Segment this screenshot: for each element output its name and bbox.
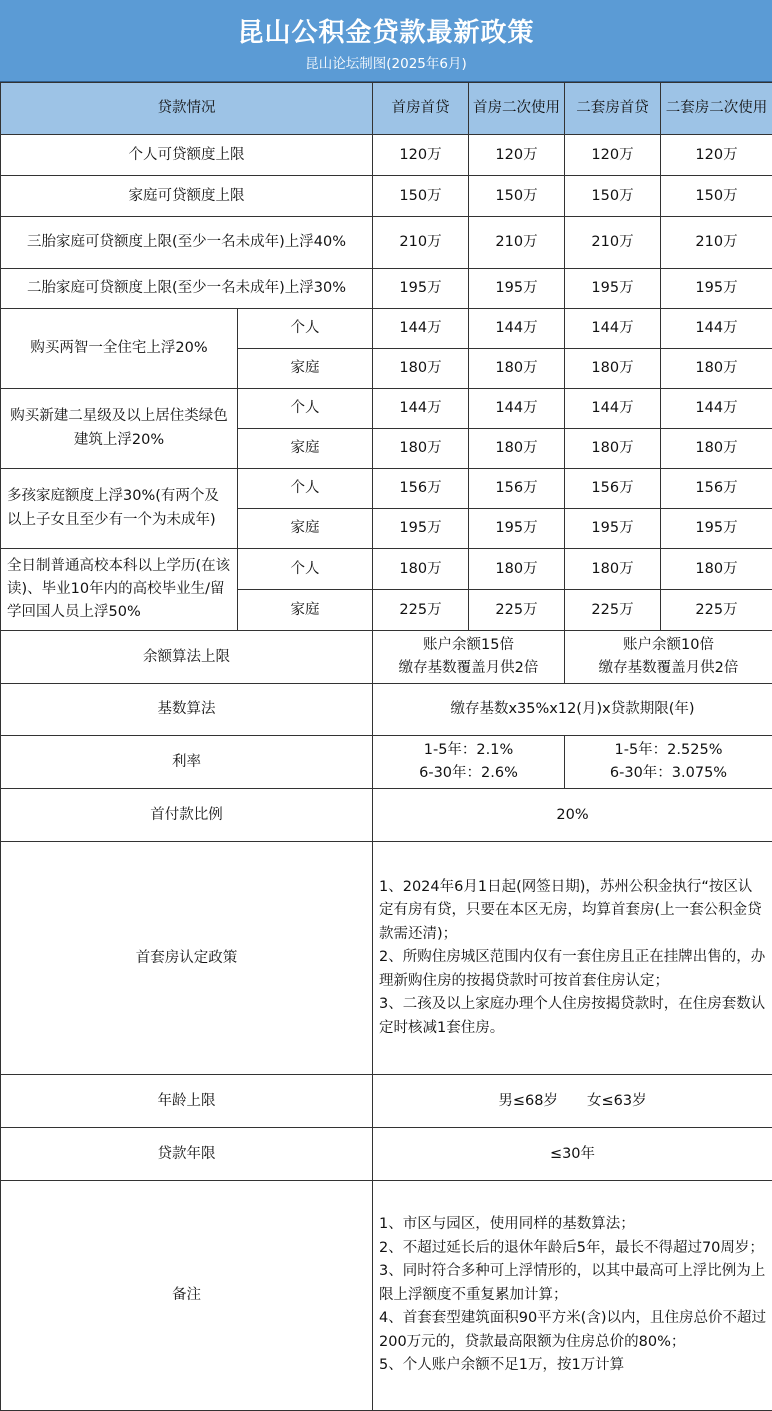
sub-label: 家庭 [238, 590, 373, 631]
value-cell: 144万 [565, 389, 661, 429]
value-cell: 150万 [661, 176, 772, 217]
sub-label: 个人 [238, 309, 373, 349]
balance-second-line: 账户余额10倍 [565, 634, 772, 657]
notes-text [373, 1181, 772, 1411]
value-cell: 180万 [469, 429, 565, 469]
value-cell: 180万 [469, 349, 565, 389]
value-cell: 144万 [565, 309, 661, 349]
sub-label: 个人 [238, 389, 373, 429]
notes-row [1, 1181, 772, 1411]
policy-line: 3、二孩及以上家庭办理个人住房按揭贷款时，在住房套数认定时核减1套住房。 [379, 993, 766, 1040]
value-cell: 150万 [373, 176, 469, 217]
value-cell: 156万 [469, 469, 565, 509]
table-row [1, 176, 772, 217]
header-second-home-first-loan: 二套房首贷 [565, 83, 661, 135]
value-cell: 120万 [565, 135, 661, 176]
row-label: 利率 [1, 736, 373, 789]
title-banner [0, 0, 772, 82]
balance-first-line: 账户余额15倍 [373, 634, 564, 657]
policy-line: 1、2024年6月1日起(网签日期)，苏州公积金执行“按区认定有房有贷，只要在本区无房，均算首套房(上一套公积金贷款需还清)； [379, 876, 766, 946]
first-home-policy-row [1, 842, 772, 1075]
value-cell: 180万 [373, 429, 469, 469]
value-cell: 120万 [661, 135, 772, 176]
group-label: 购买新建二星级及以上居住类绿色建筑上浮20% [1, 389, 238, 469]
row-label: 备注 [1, 1181, 373, 1411]
row-label: 三胎家庭可贷额度上限(至少一名未成年)上浮40% [1, 217, 373, 269]
header-loan-situation: 贷款情况 [1, 83, 373, 135]
value-cell: 150万 [565, 176, 661, 217]
value-cell: 180万 [565, 349, 661, 389]
value-cell: 120万 [373, 135, 469, 176]
table-row [1, 269, 772, 309]
rate-line: 1-5年：2.1% [373, 739, 564, 762]
table-row [1, 469, 772, 509]
row-label: 贷款年限 [1, 1128, 373, 1181]
value-cell: 180万 [373, 549, 469, 590]
balance-second-cell [565, 631, 772, 684]
policy-line: 2、所购住房城区范围内仅有一套住房且正在挂牌出售的，办理新购住房的按揭贷款时可按首套住房认定； [379, 946, 766, 993]
value-cell: 210万 [565, 217, 661, 269]
policy-table [0, 82, 772, 1411]
table-row [1, 389, 772, 429]
row-label: 余额算法上限 [1, 631, 373, 684]
header-first-home-second-use: 首房二次使用 [469, 83, 565, 135]
rate-line: 6-30年：3.075% [565, 762, 772, 785]
value-cell: 210万 [469, 217, 565, 269]
base-formula: 缴存基数x35%x12(月)x贷款期限(年) [373, 684, 772, 736]
value-cell: 180万 [565, 429, 661, 469]
row-label: 首付款比例 [1, 789, 373, 842]
value-cell: 225万 [661, 590, 772, 631]
sub-label: 家庭 [238, 349, 373, 389]
table-row [1, 135, 772, 176]
balance-first-cell [373, 631, 565, 684]
row-label: 年龄上限 [1, 1075, 373, 1128]
term-row [1, 1128, 772, 1181]
base-row [1, 684, 772, 736]
value-cell: 195万 [373, 509, 469, 549]
rate-row [1, 736, 772, 789]
note-line: 4、首套套型建筑面积90平方米(含)以内，且住房总价不超过200万元的，贷款最高限额为住房总价的80%； [379, 1307, 766, 1354]
value-cell: 144万 [661, 389, 772, 429]
row-label: 二胎家庭可贷额度上限(至少一名未成年)上浮30% [1, 269, 373, 309]
header-first-home-first-loan: 首房首贷 [373, 83, 469, 135]
value-cell: 195万 [661, 509, 772, 549]
note-line: 3、同时符合多种可上浮情形的，以其中最高可上浮比例为上限上浮额度不重复累加计算； [379, 1260, 766, 1307]
sub-label: 家庭 [238, 509, 373, 549]
rate-first-cell [373, 736, 565, 789]
value-cell: 195万 [661, 269, 772, 309]
value-cell: 144万 [373, 309, 469, 349]
value-cell: 195万 [469, 269, 565, 309]
age-row [1, 1075, 772, 1128]
value-cell: 195万 [565, 509, 661, 549]
row-label: 家庭可贷额度上限 [1, 176, 373, 217]
value-cell: 144万 [661, 309, 772, 349]
balance-first-line: 缴存基数覆盖月供2倍 [373, 657, 564, 680]
rate-line: 6-30年：2.6% [373, 762, 564, 785]
group-label: 多孩家庭额度上浮30%(有两个及以上子女且至少有一个为未成年) [1, 469, 238, 549]
group-label: 购买两智一全住宅上浮20% [1, 309, 238, 389]
value-cell: 180万 [373, 349, 469, 389]
down-payment-value: 20% [373, 789, 772, 842]
value-cell: 156万 [373, 469, 469, 509]
down-payment-row [1, 789, 772, 842]
rate-line: 1-5年：2.525% [565, 739, 772, 762]
value-cell: 195万 [373, 269, 469, 309]
sub-label: 家庭 [238, 429, 373, 469]
note-line: 5、个人账户余额不足1万，按1万计算 [379, 1354, 766, 1377]
first-home-policy-text [373, 842, 772, 1075]
table-row [1, 217, 772, 269]
value-cell: 144万 [373, 389, 469, 429]
value-cell: 180万 [469, 549, 565, 590]
note-line: 2、不超过延长后的退休年龄后5年，最长不得超过70周岁； [379, 1237, 766, 1260]
age-value: 男≤68岁 女≤63岁 [373, 1075, 772, 1128]
term-value: ≤30年 [373, 1128, 772, 1181]
value-cell: 156万 [565, 469, 661, 509]
sub-label: 个人 [238, 469, 373, 509]
row-label: 基数算法 [1, 684, 373, 736]
value-cell: 144万 [469, 309, 565, 349]
value-cell: 180万 [661, 429, 772, 469]
row-label: 个人可贷额度上限 [1, 135, 373, 176]
value-cell: 180万 [565, 549, 661, 590]
value-cell: 144万 [469, 389, 565, 429]
page-title: 昆山公积金贷款最新政策 [0, 12, 772, 49]
balance-second-line: 缴存基数覆盖月供2倍 [565, 657, 772, 680]
balance-row [1, 631, 772, 684]
value-cell: 180万 [661, 549, 772, 590]
group-label: 全日制普通高校本科以上学历(在该读)、毕业10年内的高校毕业生/留学回国人员上浮50% [1, 549, 238, 631]
header-row [1, 83, 772, 135]
value-cell: 225万 [469, 590, 565, 631]
page-subtitle: 昆山论坛制图(2025年6月) [0, 52, 772, 72]
value-cell: 210万 [373, 217, 469, 269]
value-cell: 156万 [661, 469, 772, 509]
value-cell: 225万 [373, 590, 469, 631]
value-cell: 225万 [565, 590, 661, 631]
table-row [1, 549, 772, 590]
value-cell: 150万 [469, 176, 565, 217]
table-row [1, 309, 772, 349]
value-cell: 195万 [469, 509, 565, 549]
value-cell: 195万 [565, 269, 661, 309]
value-cell: 210万 [661, 217, 772, 269]
header-second-home-second-use: 二套房二次使用 [661, 83, 772, 135]
rate-second-cell [565, 736, 772, 789]
value-cell: 180万 [661, 349, 772, 389]
value-cell: 120万 [469, 135, 565, 176]
sub-label: 个人 [238, 549, 373, 590]
note-line: 1、市区与园区，使用同样的基数算法； [379, 1213, 766, 1236]
row-label: 首套房认定政策 [1, 842, 373, 1075]
